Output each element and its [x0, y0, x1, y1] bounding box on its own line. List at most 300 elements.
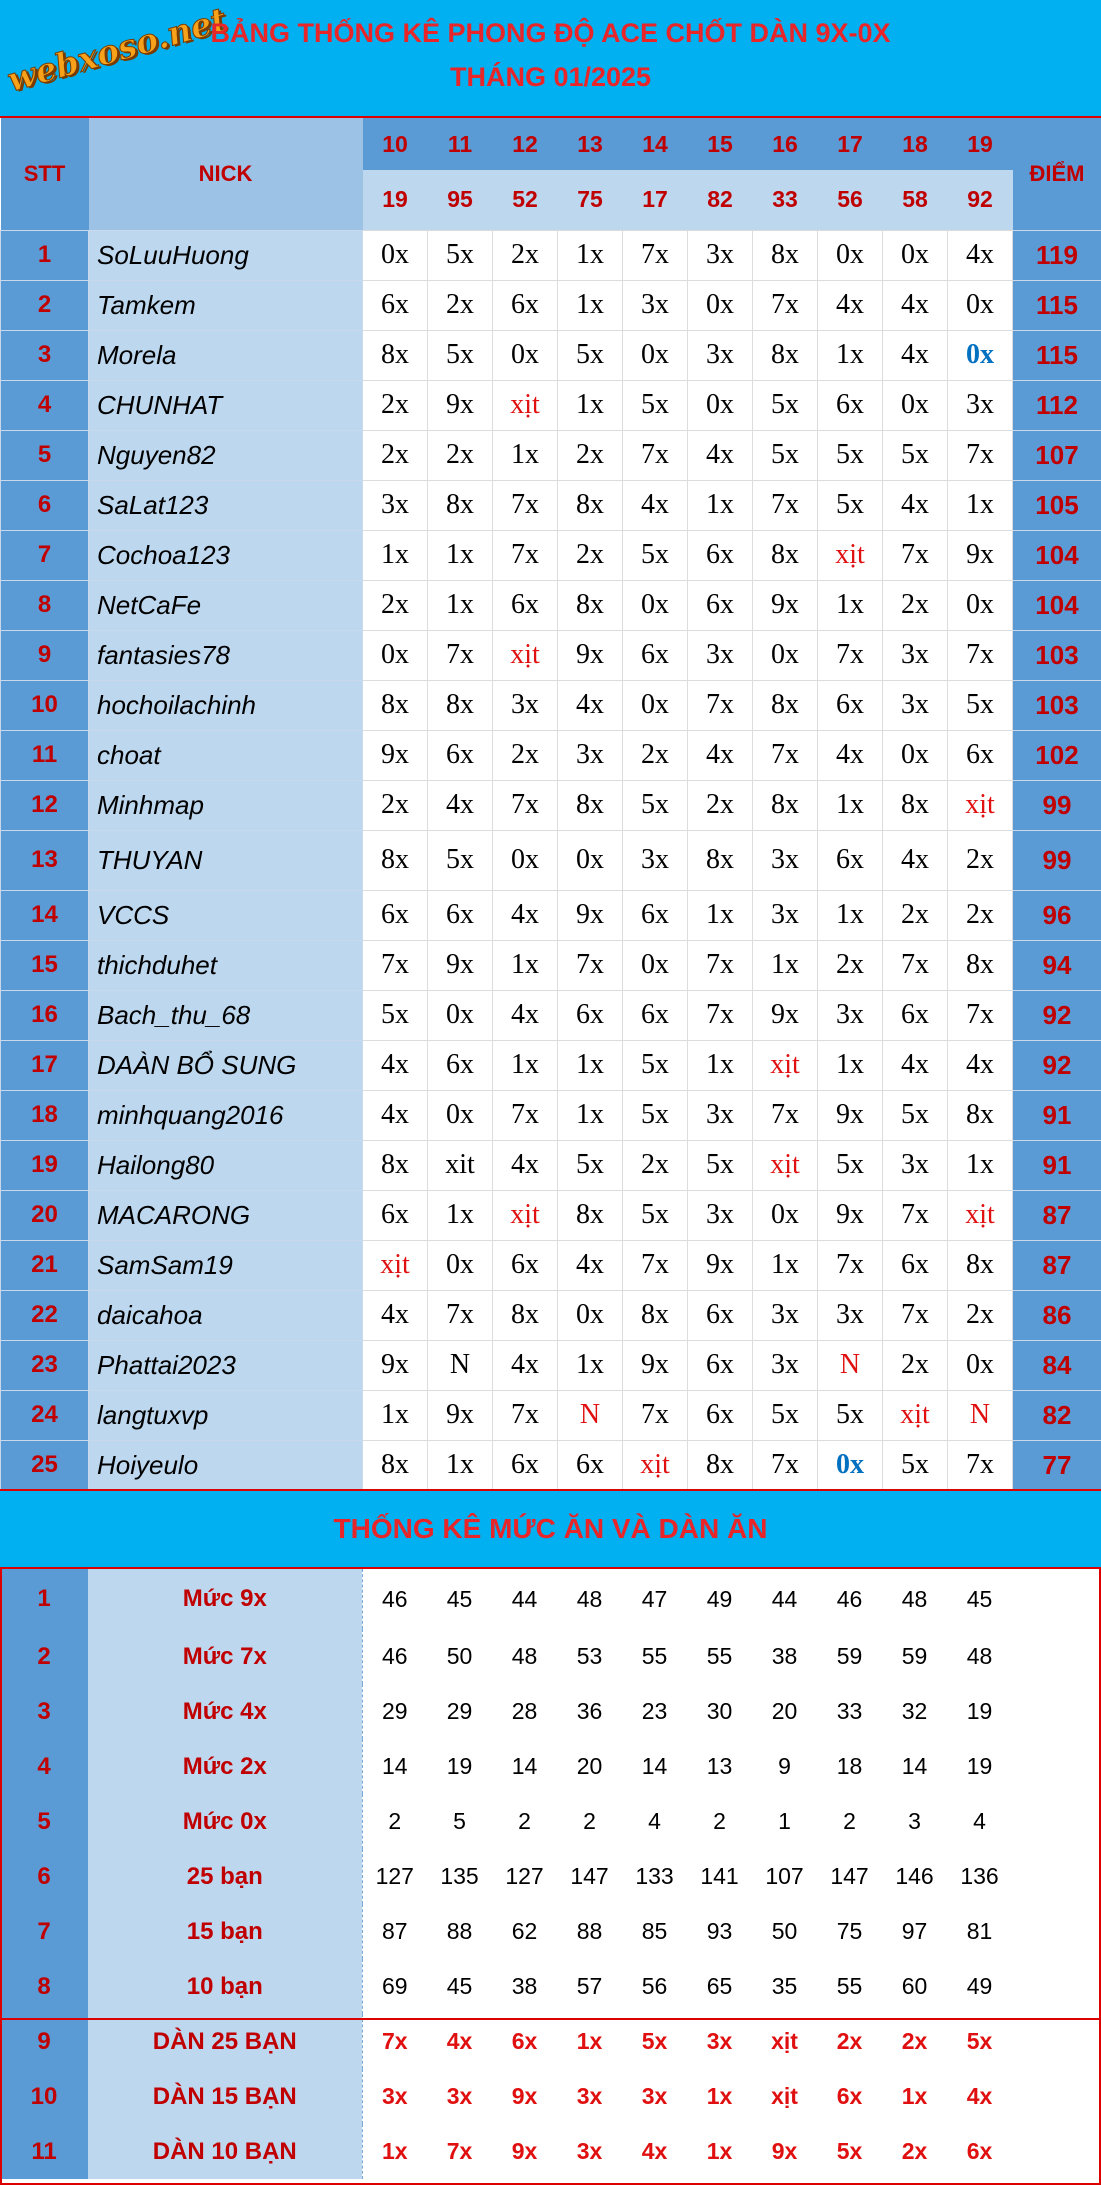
row-stt: 24 — [1, 1390, 89, 1440]
row-cell: 3x — [948, 380, 1013, 430]
row-cell: 6x — [493, 580, 558, 630]
row-cell: 2x — [948, 830, 1013, 890]
row-cell: 7x — [363, 940, 428, 990]
row-stt: 11 — [1, 730, 89, 780]
row-cell: 2x — [883, 580, 948, 630]
table-row — [1, 890, 1101, 940]
row-nick: hochoilachinh — [89, 680, 363, 730]
stats-label: 10 bạn — [88, 1959, 362, 2014]
row-cell: 3x — [883, 630, 948, 680]
row-stt: 9 — [1, 630, 89, 680]
header-day: 19 — [948, 118, 1013, 170]
stats-value: 38 — [752, 1629, 817, 1684]
dan-stt: 11 — [0, 2124, 88, 2179]
row-cell: 8x — [623, 1290, 688, 1340]
row-cell: 2x — [558, 530, 623, 580]
row-cell: 8x — [948, 940, 1013, 990]
stats-value: 23 — [622, 1684, 687, 1739]
stats-label: Mức 0x — [88, 1794, 362, 1849]
row-cell: 8x — [688, 830, 753, 890]
row-cell: 0x — [558, 1290, 623, 1340]
stats-value: 44 — [752, 1569, 817, 1629]
ranking-body — [1, 230, 1101, 1490]
row-cell: 3x — [818, 1290, 883, 1340]
dan-value: xịt — [752, 2069, 817, 2124]
stats-value: 133 — [622, 1849, 687, 1904]
stats-row — [0, 1959, 1101, 2014]
row-cell: 0x — [363, 230, 428, 280]
table-row — [1, 230, 1101, 280]
row-cell: 7x — [428, 630, 493, 680]
row-cell: 4x — [428, 780, 493, 830]
row-cell: 5x — [753, 1390, 818, 1440]
header-result: 92 — [948, 170, 1013, 230]
row-cell: xịt — [753, 1140, 818, 1190]
stats-tail — [1012, 1849, 1101, 1904]
stats-tail — [1012, 1629, 1101, 1684]
row-cell: 2x — [558, 430, 623, 480]
stats-value: 55 — [622, 1629, 687, 1684]
row-cell: 8x — [948, 1090, 1013, 1140]
dan-stt: 10 — [0, 2069, 88, 2124]
row-cell: 1x — [558, 1340, 623, 1390]
row-cell: xịt — [753, 1040, 818, 1090]
row-score: 77 — [1013, 1440, 1101, 1490]
row-cell: 9x — [363, 730, 428, 780]
row-cell: 5x — [818, 1390, 883, 1440]
row-cell: 4x — [558, 1240, 623, 1290]
row-cell: 5x — [558, 330, 623, 380]
row-cell: N — [558, 1390, 623, 1440]
stats-value: 2 — [687, 1794, 752, 1849]
row-cell: 8x — [558, 1190, 623, 1240]
row-cell: 7x — [753, 280, 818, 330]
stats-value: 35 — [752, 1959, 817, 2014]
stats-value: 14 — [362, 1739, 427, 1794]
row-cell: 0x — [883, 230, 948, 280]
row-nick: Cochoa123 — [89, 530, 363, 580]
row-cell: 1x — [428, 1190, 493, 1240]
row-cell: xịt — [948, 1190, 1013, 1240]
row-cell: 3x — [688, 230, 753, 280]
row-cell: 3x — [363, 480, 428, 530]
stats-value: 1 — [752, 1794, 817, 1849]
header-result: 52 — [493, 170, 558, 230]
stats-table — [0, 1569, 1101, 2179]
row-stt: 15 — [1, 940, 89, 990]
row-cell: 5x — [363, 990, 428, 1040]
left-border — [0, 1569, 2, 2185]
row-cell: 8x — [428, 680, 493, 730]
stats-body — [0, 1569, 1101, 2179]
row-cell: 9x — [818, 1090, 883, 1140]
dan-label: DÀN 10 BẠN — [88, 2124, 362, 2179]
header-result: 82 — [688, 170, 753, 230]
row-cell: 0x — [623, 330, 688, 380]
table-row — [1, 330, 1101, 380]
row-cell: 4x — [883, 330, 948, 380]
stats-value: 4 — [622, 1794, 687, 1849]
stats-value: 136 — [947, 1849, 1012, 1904]
dan-value: xịt — [752, 2014, 817, 2069]
stats-value: 45 — [427, 1959, 492, 2014]
row-cell: 5x — [818, 430, 883, 480]
row-cell: 3x — [623, 280, 688, 330]
stats-value: 19 — [947, 1684, 1012, 1739]
row-nick: Hoiyeulo — [89, 1440, 363, 1490]
row-score: 82 — [1013, 1390, 1101, 1440]
stats-value: 13 — [687, 1739, 752, 1794]
row-cell: 8x — [363, 1140, 428, 1190]
row-cell: 1x — [493, 430, 558, 480]
row-score: 103 — [1013, 680, 1101, 730]
row-cell: 2x — [688, 780, 753, 830]
row-cell: xịt — [493, 630, 558, 680]
row-cell: 4x — [493, 1340, 558, 1390]
dan-value: 7x — [362, 2014, 427, 2069]
row-cell: 8x — [363, 1440, 428, 1490]
row-cell: 7x — [818, 630, 883, 680]
stats-value: 46 — [817, 1569, 882, 1629]
row-cell: 5x — [688, 1140, 753, 1190]
row-cell: 7x — [688, 680, 753, 730]
row-cell: 8x — [363, 830, 428, 890]
stats-value: 20 — [752, 1684, 817, 1739]
row-cell: 8x — [753, 680, 818, 730]
row-stt: 25 — [1, 1440, 89, 1490]
stats-row — [0, 1849, 1101, 1904]
row-stt: 7 — [1, 530, 89, 580]
stats-value: 36 — [557, 1684, 622, 1739]
row-cell: 3x — [883, 1140, 948, 1190]
table-row — [1, 1140, 1101, 1190]
row-cell: 6x — [948, 730, 1013, 780]
row-cell: 6x — [688, 1340, 753, 1390]
row-nick: SaLat123 — [89, 480, 363, 530]
row-score: 87 — [1013, 1240, 1101, 1290]
row-cell: 7x — [883, 530, 948, 580]
row-cell: 9x — [558, 890, 623, 940]
row-cell: 4x — [363, 1090, 428, 1140]
row-cell: 3x — [883, 680, 948, 730]
row-cell: 4x — [883, 280, 948, 330]
stats-value: 48 — [557, 1569, 622, 1629]
row-stt: 23 — [1, 1340, 89, 1390]
row-cell: 8x — [558, 480, 623, 530]
dan-divider — [0, 2018, 1101, 2020]
stats-value: 147 — [817, 1849, 882, 1904]
table-row — [1, 940, 1101, 990]
stats-stt: 1 — [0, 1569, 88, 1629]
table-row — [1, 1090, 1101, 1140]
stats-value: 87 — [362, 1904, 427, 1959]
row-cell: 5x — [883, 1440, 948, 1490]
row-cell: 7x — [558, 940, 623, 990]
dan-value: 1x — [687, 2124, 752, 2179]
stats-value: 38 — [492, 1959, 557, 2014]
row-cell: 5x — [753, 380, 818, 430]
header-day: 11 — [428, 118, 493, 170]
stats-value: 19 — [427, 1739, 492, 1794]
row-cell: 4x — [623, 480, 688, 530]
row-score: 92 — [1013, 1040, 1101, 1090]
dan-value: 3x — [362, 2069, 427, 2124]
row-cell: 1x — [818, 1040, 883, 1090]
stats-row — [0, 1904, 1101, 1959]
row-stt: 8 — [1, 580, 89, 630]
row-cell: 0x — [948, 580, 1013, 630]
row-cell: 7x — [688, 940, 753, 990]
row-cell: 0x — [428, 1090, 493, 1140]
stats-stt: 8 — [0, 1959, 88, 2014]
dan-tail — [1012, 2124, 1101, 2179]
table-row — [1, 1190, 1101, 1240]
row-cell: 6x — [623, 630, 688, 680]
row-cell: 5x — [623, 1090, 688, 1140]
stats-value: 55 — [687, 1629, 752, 1684]
row-cell: 3x — [688, 1090, 753, 1140]
ranking-table — [0, 118, 1101, 1491]
row-cell: 3x — [818, 990, 883, 1040]
stats-value: 46 — [362, 1629, 427, 1684]
row-cell: 2x — [428, 280, 493, 330]
stats-label: 15 bạn — [88, 1904, 362, 1959]
row-cell: 9x — [428, 380, 493, 430]
row-cell: xịt — [948, 780, 1013, 830]
row-cell: 2x — [883, 890, 948, 940]
row-nick: Nguyen82 — [89, 430, 363, 480]
stats-label: Mức 4x — [88, 1684, 362, 1739]
row-cell: 2x — [363, 580, 428, 630]
row-cell: 3x — [688, 630, 753, 680]
stats-value: 46 — [362, 1569, 427, 1629]
dan-value: 2x — [817, 2014, 882, 2069]
row-cell: 9x — [818, 1190, 883, 1240]
stats-label: 25 bạn — [88, 1849, 362, 1904]
row-score: 99 — [1013, 830, 1101, 890]
row-cell: xịt — [623, 1440, 688, 1490]
stats-value: 14 — [882, 1739, 947, 1794]
stats-value: 127 — [492, 1849, 557, 1904]
row-cell: 1x — [558, 280, 623, 330]
stats-value: 48 — [492, 1629, 557, 1684]
row-cell: 7x — [753, 1090, 818, 1140]
row-cell: 6x — [428, 890, 493, 940]
row-cell: 0x — [753, 1190, 818, 1240]
stats-row — [0, 1629, 1101, 1684]
dan-value: 4x — [622, 2124, 687, 2179]
row-cell: 0x — [428, 990, 493, 1040]
row-cell: 1x — [558, 1090, 623, 1140]
stats-value: 49 — [947, 1959, 1012, 2014]
row-cell: 7x — [623, 430, 688, 480]
row-cell: 9x — [428, 940, 493, 990]
row-nick: thichduhet — [89, 940, 363, 990]
stats-value: 9 — [752, 1739, 817, 1794]
row-cell: 4x — [883, 830, 948, 890]
row-cell: 0x — [428, 1240, 493, 1290]
row-stt: 1 — [1, 230, 89, 280]
row-cell: 7x — [753, 730, 818, 780]
row-stt: 5 — [1, 430, 89, 480]
stats-stt: 3 — [0, 1684, 88, 1739]
row-cell: 1x — [818, 580, 883, 630]
dan-value: 2x — [882, 2014, 947, 2069]
row-cell: 4x — [948, 230, 1013, 280]
stats-value: 19 — [947, 1739, 1012, 1794]
row-stt: 14 — [1, 890, 89, 940]
row-cell: 0x — [558, 830, 623, 890]
row-cell: xịt — [818, 530, 883, 580]
table-row — [1, 580, 1101, 630]
stats-row — [0, 1684, 1101, 1739]
row-cell: 8x — [428, 480, 493, 530]
header-result: 56 — [818, 170, 883, 230]
row-cell: 4x — [948, 1040, 1013, 1090]
row-cell: 7x — [818, 1240, 883, 1290]
row-cell: 8x — [558, 580, 623, 630]
row-cell: 1x — [363, 1390, 428, 1440]
row-cell: 0x — [623, 940, 688, 990]
row-cell: 0x — [688, 280, 753, 330]
row-cell: 5x — [428, 230, 493, 280]
row-nick: SamSam19 — [89, 1240, 363, 1290]
stats-value: 85 — [622, 1904, 687, 1959]
stats-value: 69 — [362, 1959, 427, 2014]
site-logo[interactable]: webxoso.net — [3, 0, 231, 100]
row-nick: minhquang2016 — [89, 1090, 363, 1140]
table-row — [1, 990, 1101, 1040]
row-cell: 0x — [493, 830, 558, 890]
dan-value: 3x — [557, 2069, 622, 2124]
row-stt: 18 — [1, 1090, 89, 1140]
stats-value: 65 — [687, 1959, 752, 2014]
row-cell: 4x — [493, 990, 558, 1040]
stats-value: 48 — [882, 1569, 947, 1629]
page-subtitle: THÁNG 01/2025 — [449, 62, 652, 92]
row-cell: 1x — [948, 480, 1013, 530]
stats-value: 2 — [362, 1794, 427, 1849]
row-cell: 6x — [363, 280, 428, 330]
row-cell: 7x — [753, 480, 818, 530]
row-cell: 2x — [948, 890, 1013, 940]
row-nick: fantasies78 — [89, 630, 363, 680]
row-cell: 7x — [688, 990, 753, 1040]
row-cell: 5x — [428, 830, 493, 890]
table-row — [1, 1340, 1101, 1390]
row-nick: THUYAN — [89, 830, 363, 890]
table-row — [1, 1240, 1101, 1290]
stats-value: 30 — [687, 1684, 752, 1739]
row-cell: 2x — [363, 780, 428, 830]
stats-value: 56 — [622, 1959, 687, 2014]
row-cell: 0x — [818, 230, 883, 280]
dan-value: 7x — [427, 2124, 492, 2179]
table-row — [1, 480, 1101, 530]
row-stt: 21 — [1, 1240, 89, 1290]
row-cell: 9x — [363, 1340, 428, 1390]
row-cell: 8x — [753, 780, 818, 830]
row-cell: 4x — [688, 730, 753, 780]
stats-tail — [1012, 1739, 1101, 1794]
row-nick: SoLuuHuong — [89, 230, 363, 280]
dan-label: DÀN 15 BẠN — [88, 2069, 362, 2124]
header-score: ĐIỂM — [1013, 118, 1101, 230]
dan-row — [0, 2069, 1101, 2124]
table-row — [1, 1040, 1101, 1090]
row-stt: 13 — [1, 830, 89, 890]
row-cell: 6x — [363, 890, 428, 940]
row-cell: xịt — [493, 1190, 558, 1240]
row-stt: 6 — [1, 480, 89, 530]
header-result: 17 — [623, 170, 688, 230]
stats-value: 5 — [427, 1794, 492, 1849]
row-cell: 6x — [883, 990, 948, 1040]
stats-value: 14 — [622, 1739, 687, 1794]
row-score: 96 — [1013, 890, 1101, 940]
stats-value: 47 — [622, 1569, 687, 1629]
row-stt: 4 — [1, 380, 89, 430]
row-cell: 5x — [818, 480, 883, 530]
row-cell: 2x — [883, 1340, 948, 1390]
row-nick: CHUNHAT — [89, 380, 363, 430]
row-cell: 5x — [428, 330, 493, 380]
row-nick: langtuxvp — [89, 1390, 363, 1440]
table-row — [1, 1390, 1101, 1440]
stats-value: 32 — [882, 1684, 947, 1739]
row-cell: 4x — [883, 1040, 948, 1090]
header-result: 95 — [428, 170, 493, 230]
stats-value: 146 — [882, 1849, 947, 1904]
row-cell: 6x — [688, 1290, 753, 1340]
row-cell: 6x — [558, 990, 623, 1040]
header-result: 75 — [558, 170, 623, 230]
row-nick: MACARONG — [89, 1190, 363, 1240]
row-cell: 6x — [428, 730, 493, 780]
row-cell: 6x — [623, 890, 688, 940]
row-cell: 4x — [818, 280, 883, 330]
row-cell: 4x — [493, 890, 558, 940]
row-stt: 22 — [1, 1290, 89, 1340]
row-score: 84 — [1013, 1340, 1101, 1390]
row-cell: 8x — [753, 330, 818, 380]
table-row — [1, 1290, 1101, 1340]
dan-row — [0, 2014, 1101, 2069]
row-cell: 7x — [493, 1090, 558, 1140]
row-stt: 2 — [1, 280, 89, 330]
row-cell: 6x — [688, 1390, 753, 1440]
table-row — [1, 830, 1101, 890]
row-score: 112 — [1013, 380, 1101, 430]
row-cell: 8x — [883, 780, 948, 830]
dan-value: 4x — [947, 2069, 1012, 2124]
row-cell: 6x — [883, 1240, 948, 1290]
table-row — [1, 730, 1101, 780]
row-cell: 1x — [558, 230, 623, 280]
row-cell: 4x — [493, 1140, 558, 1190]
row-score: 107 — [1013, 430, 1101, 480]
stats-title-band — [0, 1489, 1101, 1569]
row-cell: xịt — [363, 1240, 428, 1290]
stats-value: 107 — [752, 1849, 817, 1904]
stats-value: 81 — [947, 1904, 1012, 1959]
row-cell: 6x — [688, 580, 753, 630]
row-cell: 7x — [753, 1440, 818, 1490]
dan-value: 4x — [427, 2014, 492, 2069]
stats-value: 141 — [687, 1849, 752, 1904]
row-cell: 3x — [753, 1290, 818, 1340]
stats-value: 57 — [557, 1959, 622, 2014]
